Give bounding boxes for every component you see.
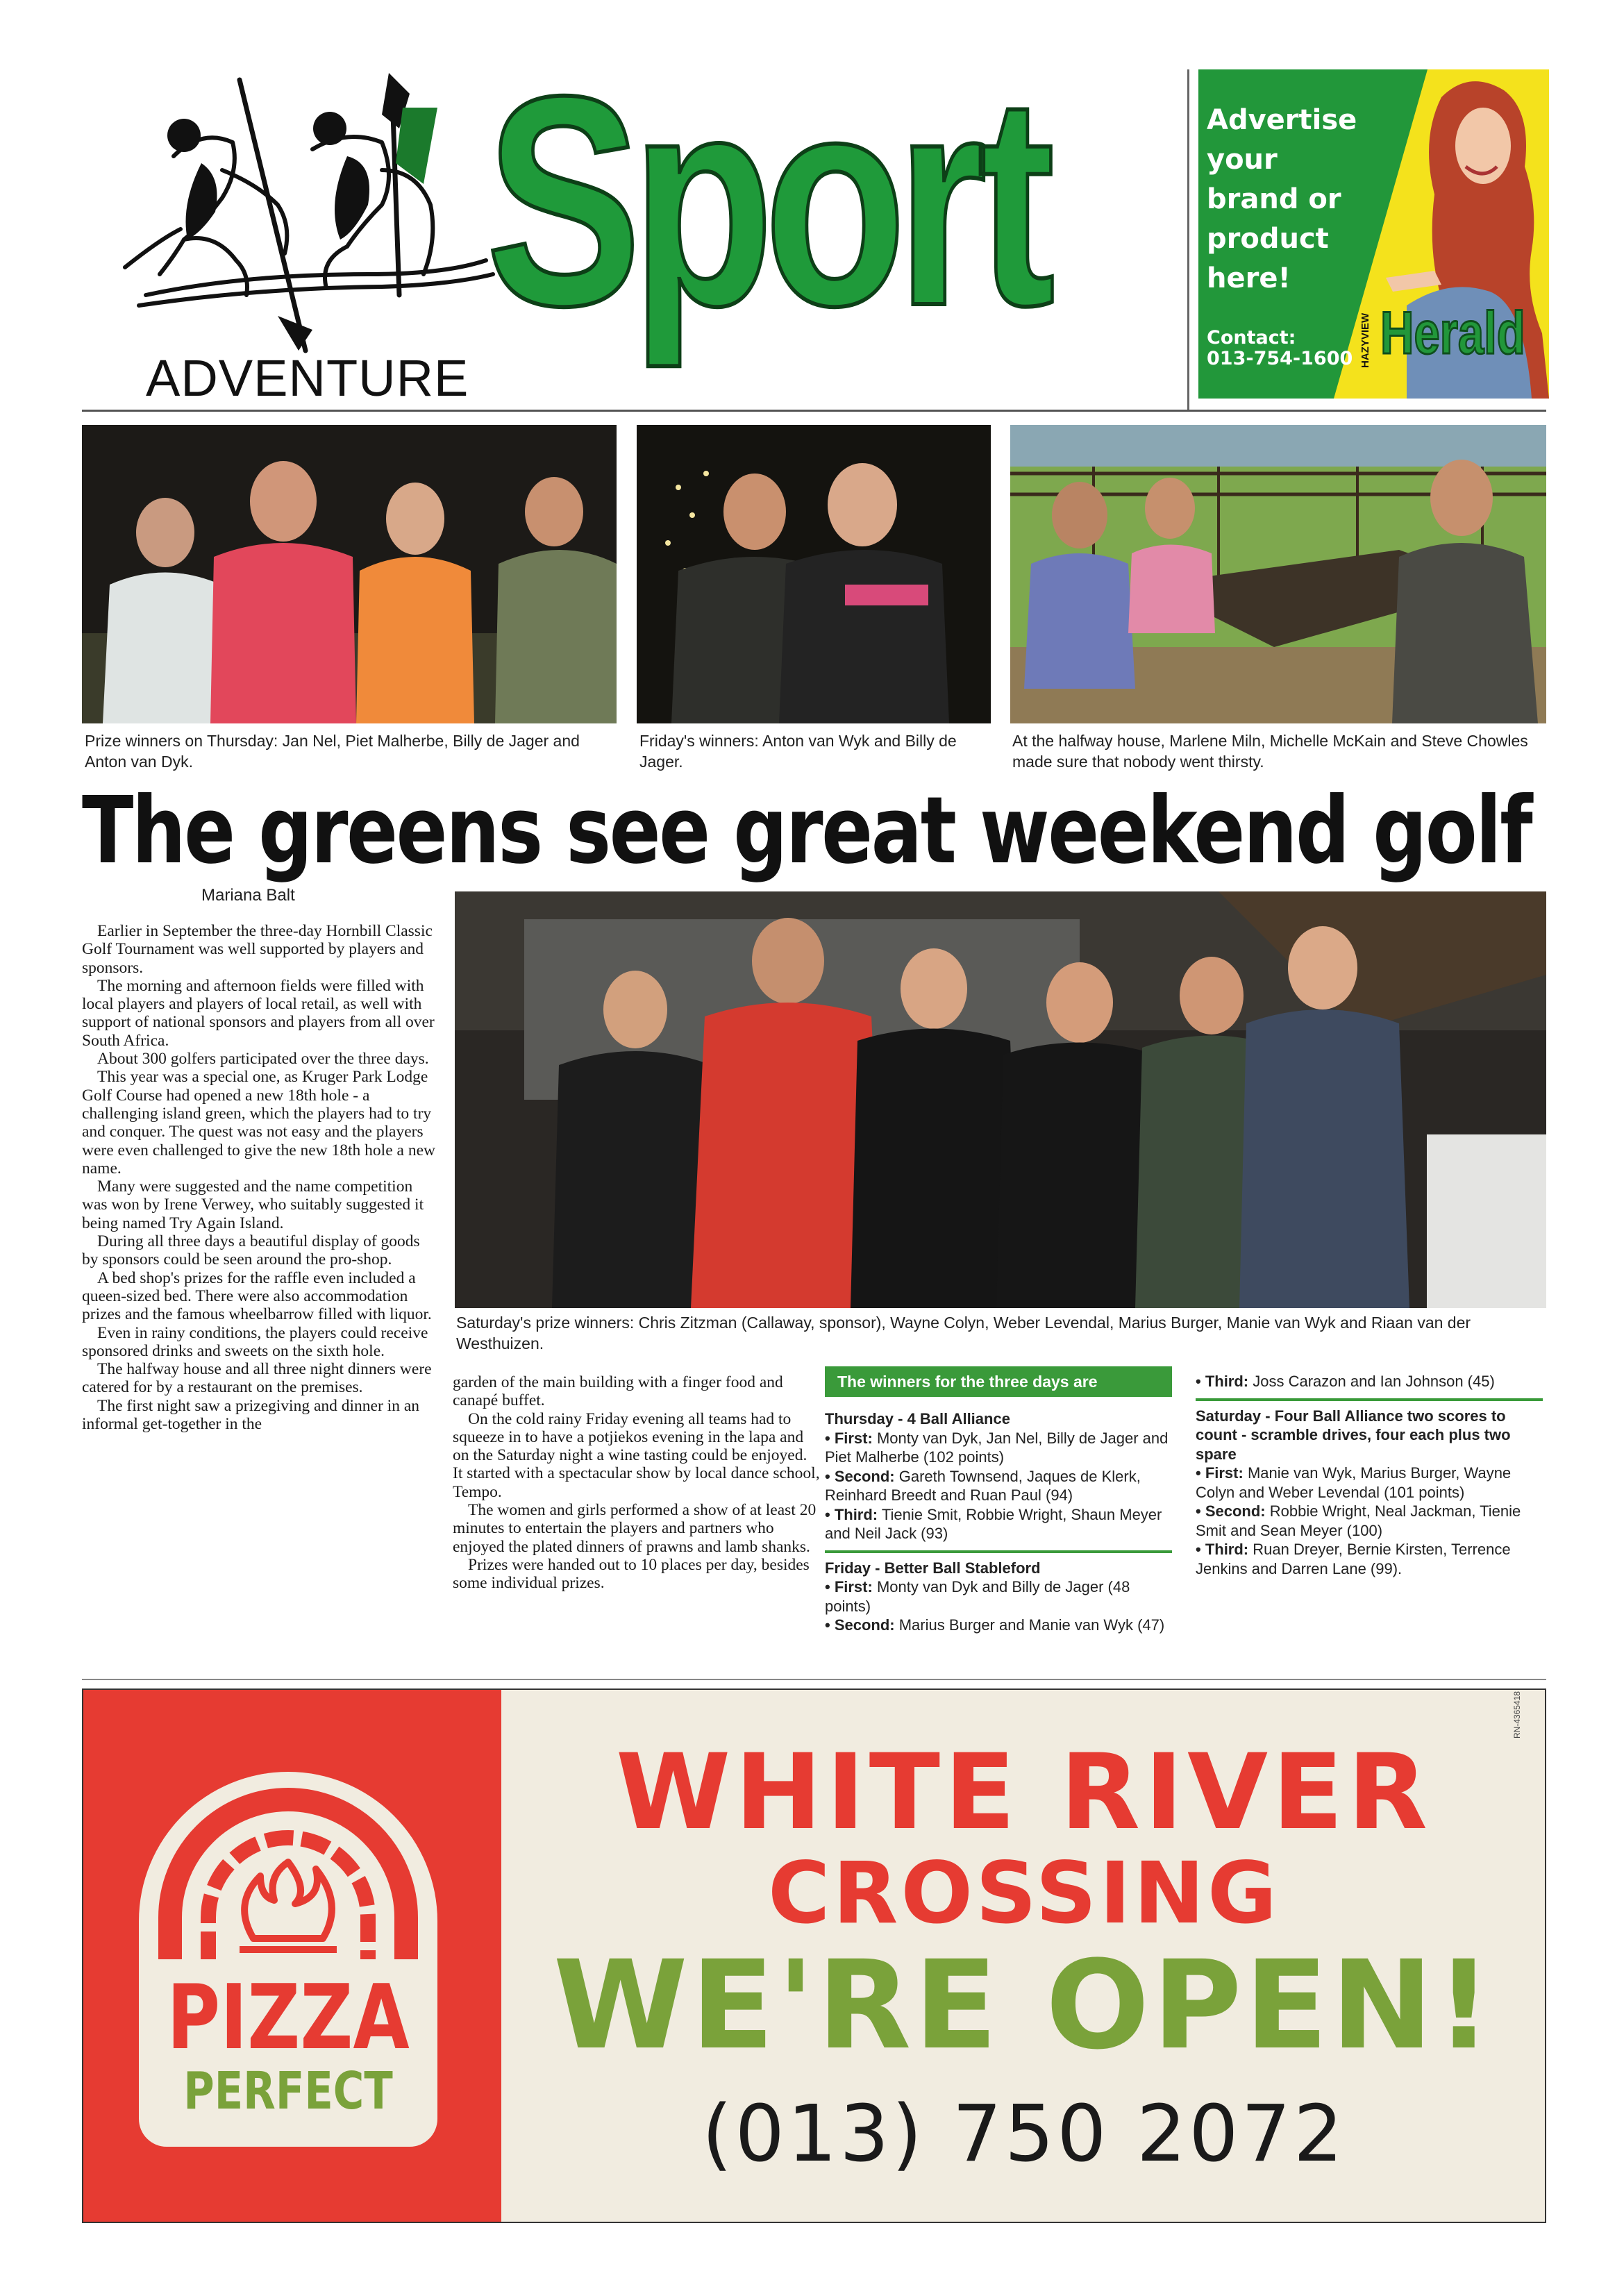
value: Joss Carazon and Ian Johnson (45)	[1248, 1373, 1495, 1390]
label: • First:	[825, 1578, 873, 1595]
ad-top-rule	[82, 1679, 1546, 1680]
section-title: Sport	[486, 35, 1046, 368]
pizza-ad[interactable]	[82, 1689, 1546, 2223]
paragraph: During all three days a beautiful display of goods by sponsors could be seen around the pro-shop.	[82, 1232, 420, 1269]
winners-item	[825, 1429, 1172, 1467]
logo-word-perfect: PERFECT	[183, 2061, 393, 2121]
promo-line: brand or	[1207, 183, 1341, 215]
winners-separator	[1196, 1398, 1543, 1401]
label: • First:	[825, 1429, 873, 1447]
ad-line-open: WE'RE OPEN!	[553, 1934, 1495, 2077]
winners-friday-heading: Friday - Better Ball Stableford	[825, 1559, 1041, 1577]
photo-thursday-caption: Prize winners on Thursday: Jan Nel, Piet Malherbe, Billy de Jager and Anton van Dyk.	[85, 732, 580, 771]
promo-box[interactable]	[1198, 69, 1549, 399]
value: Manie van Wyk, Marius Burger, Wayne Colyn and Weber Levendal (101 points)	[1196, 1464, 1512, 1501]
promo-contact-label: Contact:	[1207, 327, 1296, 349]
promo-line: here!	[1207, 262, 1291, 294]
paragraph: About 300 golfers participated over the three days.	[97, 1050, 429, 1069]
label: • Third:	[1196, 1541, 1249, 1558]
ad-line-crossing: CROSSING	[767, 1844, 1280, 1943]
winners-item	[1196, 1540, 1543, 1578]
paragraph: On the cold rainy Friday evening all teams had to squeeze in to have a potjiekos evening in the lapa and on the Saturday night a wine tasting could be enjoyed. It started with a spectacular show by local dance school, Tempo.	[453, 1409, 820, 1501]
article-headline: The greens see great weekend golf	[82, 778, 1532, 885]
paragraph: This year was a special one, as Kruger Park Lodge Golf Course had opened a new 18th hole - a challenging island green, which the players had to try and conquer. The quest was not easy and the players were even challenged to give the new 18th hole a new name.	[82, 1068, 435, 1178]
paragraph: The halfway house and all three night dinners were catered for by a restaurant on the premises.	[82, 1360, 432, 1397]
promo-contact-phone[interactable]: 013-754-1600	[1207, 348, 1353, 369]
promo-headline	[1207, 101, 1373, 299]
logo-word-pizza: PIZZA	[167, 1966, 410, 2070]
winners-item	[825, 1467, 1172, 1505]
label: • Second:	[825, 1467, 895, 1485]
pizza-oven-icon	[156, 1786, 420, 1966]
winners-column-2	[1196, 1372, 1543, 1578]
winners-thursday-heading: Thursday - 4 Ball Alliance	[825, 1410, 1010, 1427]
photo-halfway-caption: At the halfway house, Marlene Miln, Michelle McKain and Steve Chowles made sure that nobody went thirsty.	[1012, 732, 1528, 771]
herald-logo-small: HAZYVIEW	[1359, 312, 1371, 368]
ad-phone[interactable]: (013) 750 2072	[701, 2089, 1346, 2179]
ad-code: RN-4365418	[1512, 1691, 1522, 1738]
paragraph: The first night saw a prizegiving and dinner in an informal get-together in the	[82, 1396, 419, 1434]
paragraph: Many were suggested and the name competition was won by Irene Verwey, who suitably suggested it being named Try Again Island.	[82, 1178, 424, 1232]
photo-saturday-winners	[455, 891, 1546, 1308]
paragraph: Prizes were handed out to 10 places per day, besides some individual prizes.	[453, 1555, 810, 1593]
winners-column-1	[825, 1409, 1172, 1635]
label: • Third:	[1196, 1373, 1249, 1390]
article-column-2	[453, 1373, 821, 1593]
winners-item	[1196, 1502, 1543, 1540]
winners-separator	[825, 1550, 1172, 1553]
paragraph: The morning and afternoon fields were filled with local players and players of local retail, as well with support of national sponsors and players from all over South Africa.	[82, 976, 435, 1050]
winners-item	[825, 1577, 1172, 1616]
value: Gareth Townsend, Jaques de Klerk, Reinhard Breedt and Ruan Paul (94)	[825, 1467, 1141, 1504]
photo-thursday-winners	[82, 425, 617, 723]
photo-friday-caption: Friday's winners: Anton van Wyk and Billy de Jager.	[639, 732, 957, 771]
herald-logo-text: Herald	[1380, 300, 1525, 367]
photo-halfway-house	[1010, 425, 1546, 723]
section-subtitle: ADVENTURE	[146, 349, 469, 407]
winners-title-text: The winners for the three days are	[837, 1373, 1098, 1391]
winners-item	[1196, 1464, 1543, 1502]
label: • Second:	[825, 1616, 895, 1634]
value: Ruan Dreyer, Bernie Kirsten, Terrence Jenkins and Darren Lane (99).	[1196, 1541, 1511, 1577]
label: • Second:	[1196, 1502, 1266, 1520]
promo-line: product	[1207, 223, 1329, 255]
masthead-rule	[82, 410, 1546, 412]
value: Tienie Smit, Robbie Wright, Shaun Meyer and Neil Jack (93)	[825, 1505, 1162, 1542]
winners-item	[825, 1616, 1172, 1635]
value: Monty van Dyk, Jan Nel, Billy de Jager and Piet Malherbe (102 points)	[825, 1429, 1169, 1466]
pizza-perfect-logo	[139, 1772, 437, 2147]
paragraph: The women and girls performed a show of at least 20 minutes to entertain the players and partners who enjoyed the plated dinners of prawns and lamb shanks.	[453, 1501, 817, 1556]
paragraph: Even in rainy conditions, the players could receive sponsored drinks and sweets on the sixth hole.	[82, 1323, 428, 1360]
value: Monty van Dyk and Billy de Jager (48 points)	[825, 1578, 1130, 1615]
photo-saturday-caption: Saturday's prize winners: Chris Zitzman (Callaway, sponsor), Wayne Colyn, Weber Levendal, Marius Burger, Manie van Wyk and Riaan van der Westhuizen.	[456, 1314, 1471, 1352]
winners-saturday-heading: Saturday - Four Ball Alliance two scores to count - scramble drives, four each plus two spare	[1196, 1407, 1511, 1463]
canoeists-illustration	[118, 66, 507, 358]
article-column-1	[82, 922, 436, 1433]
paragraph: garden of the main building with a finger food and canapé buffet.	[453, 1373, 783, 1410]
winners-box-title	[825, 1366, 1172, 1397]
article-byline: Mariana Balt	[201, 886, 295, 905]
ad-line-white-river: WHITE RIVER	[615, 1732, 1432, 1853]
winners-item	[1196, 1372, 1543, 1391]
value: Marius Burger and Manie van Wyk (47)	[894, 1616, 1165, 1634]
masthead-divider	[1187, 69, 1189, 411]
herald-logo	[1359, 299, 1543, 375]
promo-line: your	[1207, 144, 1278, 176]
winners-item	[825, 1505, 1172, 1543]
paragraph: Earlier in September the three-day Hornbill Classic Golf Tournament was well supported by players and sponsors.	[82, 922, 433, 977]
paragraph: A bed shop's prizes for the raffle even included a queen-sized bed. There were also accommodation prizes and the famous wheelbarrow filled with liquor.	[82, 1268, 432, 1324]
value: Robbie Wright, Neal Jackman, Tienie Smit and Sean Meyer (100)	[1196, 1502, 1521, 1539]
label: • Third:	[825, 1505, 878, 1523]
promo-line: Advertise	[1207, 104, 1357, 136]
photo-friday-winners	[637, 425, 991, 723]
label: • First:	[1196, 1464, 1244, 1482]
